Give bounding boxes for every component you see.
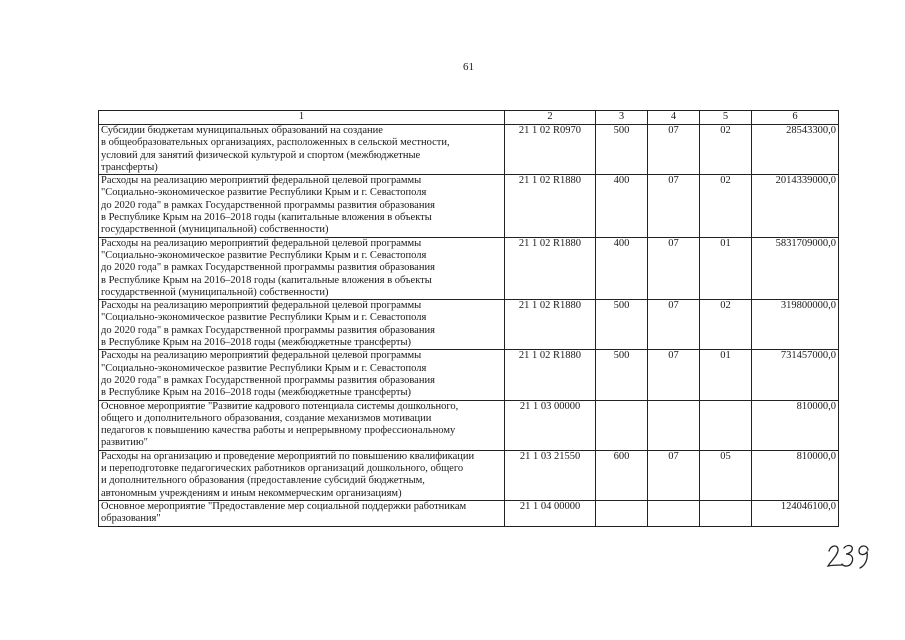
header-col-6: 6 bbox=[752, 111, 839, 125]
row-code: 21 1 04 00000 bbox=[505, 500, 596, 526]
table-row bbox=[99, 500, 839, 526]
row-amount: 124046100,0 bbox=[752, 500, 839, 526]
row-col-4: 07 bbox=[648, 300, 700, 350]
row-col-3 bbox=[596, 500, 648, 526]
row-col-5 bbox=[700, 500, 752, 526]
table-row bbox=[99, 175, 839, 237]
row-col-4: 07 bbox=[648, 125, 700, 175]
row-amount: 5831709000,0 bbox=[752, 237, 839, 299]
row-amount: 810000,0 bbox=[752, 450, 839, 500]
table-row bbox=[99, 400, 839, 450]
row-code: 21 1 02 R1880 bbox=[505, 175, 596, 237]
row-amount: 810000,0 bbox=[752, 400, 839, 450]
header-col-2: 2 bbox=[505, 111, 596, 125]
row-description: Основное мероприятие "Развитие кадрового потенциала системы дошкольного, общего и дополнительного образования, создание механизмов мотивации педагогов к повышению качества работы и непрерывному профессиональному развитию" bbox=[99, 400, 505, 450]
row-col-5: 02 bbox=[700, 125, 752, 175]
row-col-4: 07 bbox=[648, 450, 700, 500]
row-col-5: 01 bbox=[700, 237, 752, 299]
table-row bbox=[99, 125, 839, 175]
row-col-4: 07 bbox=[648, 237, 700, 299]
table-header-row bbox=[99, 111, 839, 125]
table-row bbox=[99, 350, 839, 400]
row-description: Расходы на организацию и проведение мероприятий по повышению квалификации и переподготовке педагогических работников организаций дошкольного, общего и дополнительного образования (предоставление субсидий бюджетным, автономным учреждениям и иным некоммерческим организациям) bbox=[99, 450, 505, 500]
row-col-3: 600 bbox=[596, 450, 648, 500]
row-col-4: 07 bbox=[648, 175, 700, 237]
row-col-5 bbox=[700, 400, 752, 450]
row-code: 21 1 02 R1880 bbox=[505, 300, 596, 350]
row-col-3: 400 bbox=[596, 237, 648, 299]
budget-table bbox=[98, 110, 839, 527]
row-col-5: 02 bbox=[700, 300, 752, 350]
row-amount: 2014339000,0 bbox=[752, 175, 839, 237]
header-col-4: 4 bbox=[648, 111, 700, 125]
row-col-3 bbox=[596, 400, 648, 450]
row-col-3: 400 bbox=[596, 175, 648, 237]
row-description: Расходы на реализацию мероприятий федеральной целевой программы "Социально-экономическое развитие Республики Крым и г. Севастополя до 2020 года" в рамках Государственной программы развития образования в Республике Крым на 2016–2018 годы (межбюджетные трансферты) bbox=[99, 350, 505, 400]
row-description: Субсидии бюджетам муниципальных образований на создание в общеобразовательных организациях, расположенных в сельской местности, условий для занятий физической культурой и спортом (межбюджетные трансферты) bbox=[99, 125, 505, 175]
row-amount: 319800000,0 bbox=[752, 300, 839, 350]
row-amount: 731457000,0 bbox=[752, 350, 839, 400]
row-col-5: 02 bbox=[700, 175, 752, 237]
row-description: Расходы на реализацию мероприятий федеральной целевой программы "Социально-экономическое развитие Республики Крым и г. Севастополя до 2020 года" в рамках Государственной программы развития образования в Республике Крым на 2016–2018 годы (капитальные вложения в объекты государственной (муниципальной) собственности) bbox=[99, 175, 505, 237]
row-code: 21 1 02 R1880 bbox=[505, 237, 596, 299]
row-col-3: 500 bbox=[596, 350, 648, 400]
row-code: 21 1 02 R0970 bbox=[505, 125, 596, 175]
header-col-1: 1 bbox=[99, 111, 505, 125]
row-col-4 bbox=[648, 400, 700, 450]
row-col-3: 500 bbox=[596, 125, 648, 175]
row-col-5: 05 bbox=[700, 450, 752, 500]
handwritten-page-mark bbox=[826, 540, 872, 570]
row-description: Расходы на реализацию мероприятий федеральной целевой программы "Социально-экономическое развитие Республики Крым и г. Севастополя до 2020 года" в рамках Государственной программы развития образования в Республике Крым на 2016–2018 годы (капитальные вложения в объекты государственной (муниципальной) собственности) bbox=[99, 237, 505, 299]
row-code: 21 1 03 21550 bbox=[505, 450, 596, 500]
row-code: 21 1 02 R1880 bbox=[505, 350, 596, 400]
table-row bbox=[99, 300, 839, 350]
row-col-5: 01 bbox=[700, 350, 752, 400]
page-number: 61 bbox=[463, 61, 474, 73]
header-col-3: 3 bbox=[596, 111, 648, 125]
header-col-5: 5 bbox=[700, 111, 752, 125]
row-description: Расходы на реализацию мероприятий федеральной целевой программы "Социально-экономическое развитие Республики Крым и г. Севастополя до 2020 года" в рамках Государственной программы развития образования в Республике Крым на 2016–2018 годы (межбюджетные трансферты) bbox=[99, 300, 505, 350]
row-col-4 bbox=[648, 500, 700, 526]
row-col-3: 500 bbox=[596, 300, 648, 350]
table-row bbox=[99, 237, 839, 299]
row-code: 21 1 03 00000 bbox=[505, 400, 596, 450]
row-col-4: 07 bbox=[648, 350, 700, 400]
row-amount: 28543300,0 bbox=[752, 125, 839, 175]
row-description: Основное мероприятие "Предоставление мер социальной поддержки работникам образования" bbox=[99, 500, 505, 526]
table-row bbox=[99, 450, 839, 500]
